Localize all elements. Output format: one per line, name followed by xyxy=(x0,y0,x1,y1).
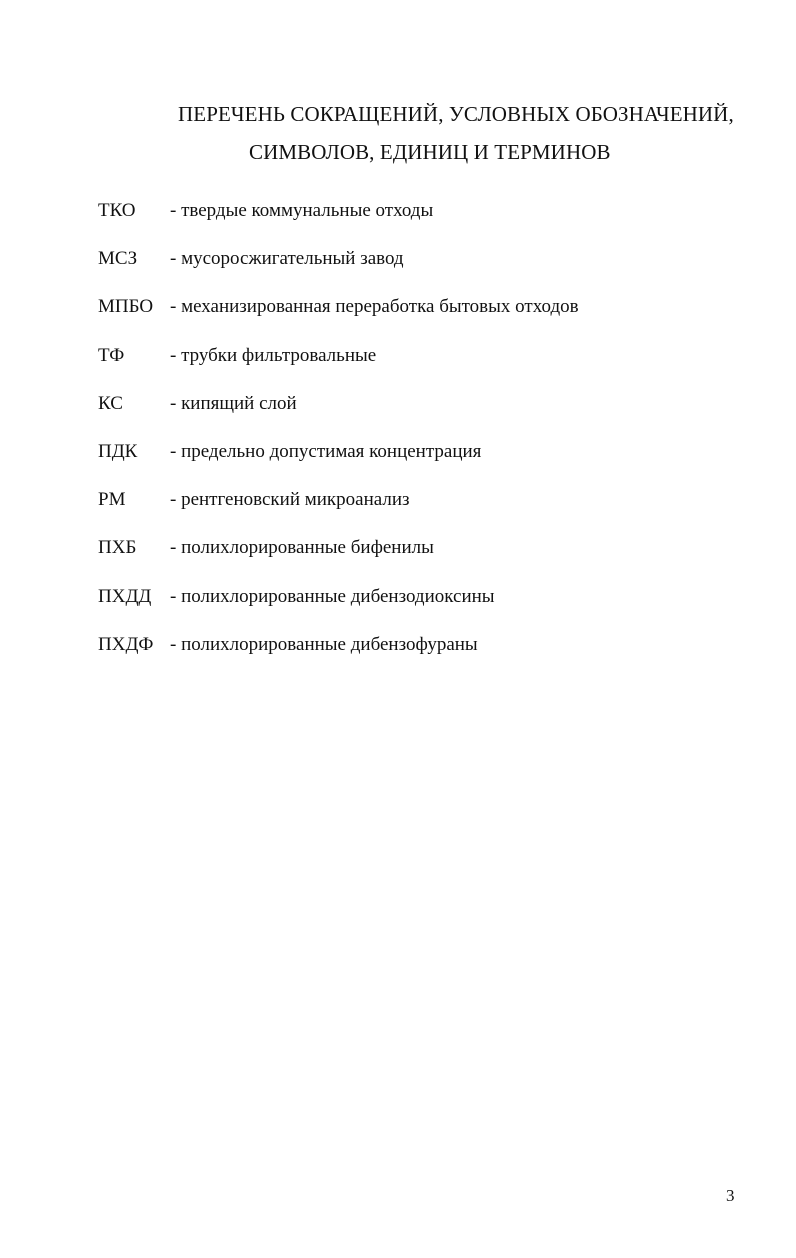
abbreviation-definition: - механизированная переработка бытовых отходов xyxy=(170,296,579,318)
abbreviation-definition: - предельно допустимая концентрация xyxy=(170,440,482,462)
abbreviation-term: ПДК xyxy=(98,440,138,462)
page-title-line-1: ПЕРЕЧЕНЬ СОКРАЩЕНИЙ, УСЛОВНЫХ ОБОЗНАЧЕНИЙ, xyxy=(178,102,734,126)
abbreviation-definition: - полихлорированные дибензодиоксины xyxy=(170,585,495,607)
abbreviation-definition: - мусоросжигательный завод xyxy=(170,248,404,270)
abbreviation-term: ТФ xyxy=(98,344,125,366)
list-item xyxy=(98,248,579,296)
abbreviation-term: ПХДД xyxy=(98,585,152,607)
list-item xyxy=(98,441,579,489)
abbreviation-definition: - полихлорированные дибензофураны xyxy=(170,633,478,655)
abbreviation-term: РМ xyxy=(98,489,126,511)
list-item xyxy=(98,393,579,441)
list-item xyxy=(98,537,579,585)
abbreviation-definition: - трубки фильтровальные xyxy=(170,344,377,366)
abbreviation-term: КС xyxy=(98,392,123,414)
page-number: 3 xyxy=(726,1186,735,1205)
list-item xyxy=(98,345,579,393)
abbreviation-term: ТКО xyxy=(98,200,136,221)
list-item xyxy=(98,489,579,537)
list-item xyxy=(98,586,579,634)
abbreviation-definition: - полихлорированные бифенилы xyxy=(170,537,434,559)
list-item xyxy=(98,634,579,682)
abbreviation-term: МПБО xyxy=(98,296,154,318)
list-item xyxy=(98,296,579,344)
abbreviation-definition: - рентгеновский микроанализ xyxy=(170,489,410,511)
list-item xyxy=(98,200,579,248)
abbreviation-definition: - твердые коммунальные отходы xyxy=(170,200,434,221)
abbreviation-definition: - кипящий слой xyxy=(170,392,297,414)
page-title-line-2: СИМВОЛОВ, ЕДИНИЦ И ТЕРМИНОВ xyxy=(249,140,611,164)
abbreviation-term: ПХДФ xyxy=(98,633,154,655)
abbreviation-term: ПХБ xyxy=(98,537,137,559)
abbreviation-list xyxy=(98,200,579,682)
abbreviation-term: МСЗ xyxy=(98,248,138,270)
